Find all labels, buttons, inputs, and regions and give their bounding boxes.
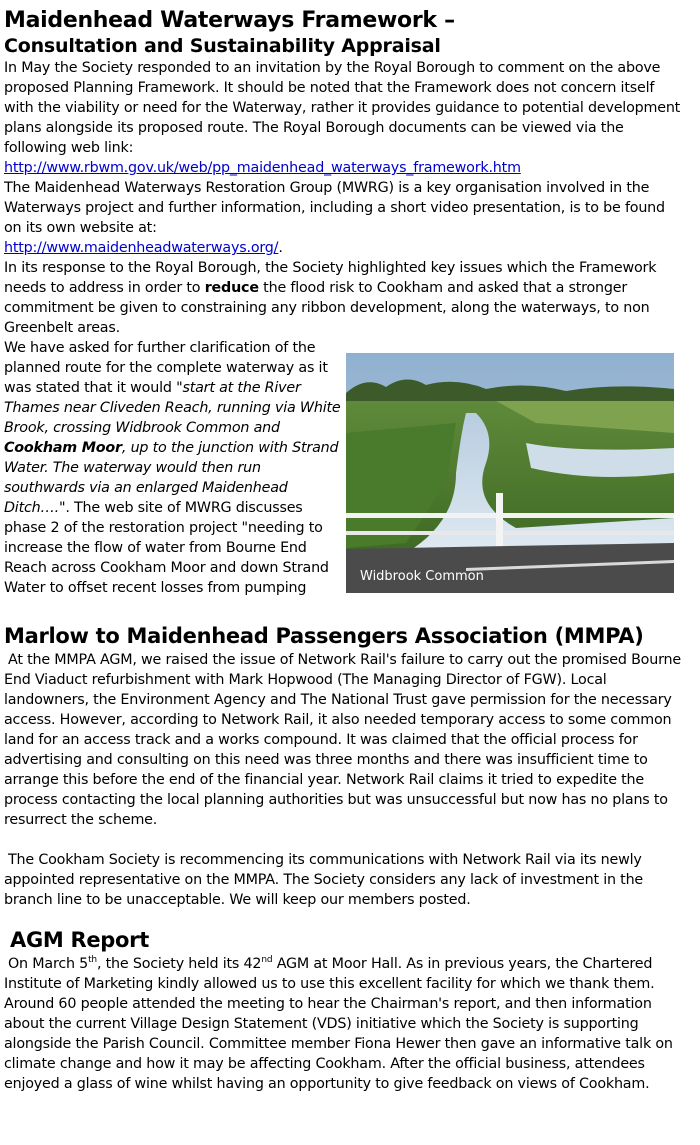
waterways-paragraph-2: The Maidenhead Waterways Restoration Group (MWRG) is a key organisation involved in the Waterways project and further information, including a short video presentation, is to be found on its own website at: xyxy=(4,180,665,236)
agm-text-a: On March 5 xyxy=(8,956,89,972)
photo-scene-illustration xyxy=(346,353,674,593)
waterways-subtitle: Consultation and Sustainability Appraisal xyxy=(4,35,441,57)
waterways-paragraph-4 xyxy=(4,338,344,598)
p4-text-before: We have asked for further clarification of the planned route for the complete waterway as it was stated that it would " xyxy=(4,340,328,396)
photo-caption: Widbrook Common xyxy=(360,569,484,584)
waterways-section xyxy=(4,0,682,608)
section-spacer xyxy=(4,608,682,622)
p4-text-after: ". The web site of MWRG discusses phase 2 of the restoration project "needing to increase the flow of water from Bourne End Reach across Cookham Moor and down Strand Water to offset recent losses from pumping xyxy=(4,500,329,596)
p4-italic-quote-2: , up to the junction with Strand Water. The waterway would then run southwards via an enlarged Maidenhead Ditch…. xyxy=(4,440,339,516)
rbwm-framework-link[interactable]: http://www.rbwm.gov.uk/web/pp_maidenhead_waterways_framework.htm xyxy=(4,160,521,176)
newsletter-page xyxy=(4,0,682,1094)
mmpa-section xyxy=(4,622,682,910)
waterways-paragraph-1: In May the Society responded to an invitation by the Royal Borough to comment on the above proposed Planning Framework. It should be noted that the Framework does not concern itself with the viability or need for the Waterway, rather it provides guidance to potential development plans alongside its proposed route. The Royal Borough documents can be viewed via the following web link: xyxy=(4,60,681,156)
p3-bold-reduce: reduce xyxy=(204,280,259,296)
mmpa-paragraph-2: The Cookham Society is recommencing its communications with Network Rail via its newly appointed representative on the MMPA. The Society considers any lack of investment in the branch line to be unacceptable. We will keep our members posted. xyxy=(4,852,644,908)
paragraph-spacer xyxy=(4,830,682,850)
agm-text-c: AGM at Moor Hall. As in previous years, the Chartered Institute of Marketing kindly allowed us to use this excellent facility for which we thank them. Around 60 people attended the meeting to hear the Chairman's report, and then information about the current Village Design Statement (VDS) initiative which the Society is supporting alongside the Parish Council. Committee member Fiona Hewer then gave an informative talk on climate change and how it may be affecting Cookham. After the official business, attendees enjoyed a glass of wine whilst having an opportunity to give feedback on views of Cookham. xyxy=(4,956,673,1092)
agm-paragraph xyxy=(4,954,682,1094)
widbrook-common-photo xyxy=(346,353,674,593)
link-period: . xyxy=(278,240,283,256)
p3-text-after: the flood risk to Cookham and asked that a stronger commitment be given to constraining any ribbon development, along the waterways, to non Greenbelt areas. xyxy=(4,280,650,336)
mmpa-title: Marlow to Maidenhead Passengers Association (MMPA) xyxy=(4,624,644,648)
route-and-photo xyxy=(4,338,682,608)
agm-title: AGM Report xyxy=(10,928,149,952)
p3-text-before: In its response to the Royal Borough, the Society highlighted key issues which the Framework needs to address in order to xyxy=(4,260,657,296)
waterways-paragraph-3 xyxy=(4,258,682,338)
mmpa-paragraph-1: At the MMPA AGM, we raised the issue of Network Rail's failure to carry out the promised Bourne End Viaduct refurbishment with Mark Hopwood (The Managing Director of FGW). Local landowners, the Environment Agency and The National Trust gave permission for the necessary access. However, according to Network Rail, it also needed temporary access to some common land for an access track and a works compound. It was claimed that the official process for advertising and consulting on this need was three months and there was insufficient time to arrange this before the end of the financial year. Network Rail claims it tried to expedite the process contacting the local planning authorities but was unsuccessful but now has no plans to resurrect the scheme. xyxy=(4,652,681,828)
agm-sup-th: th xyxy=(88,955,97,966)
section-spacer-2 xyxy=(4,910,682,926)
mwrg-website-link[interactable]: http://www.maidenheadwaterways.org/ xyxy=(4,240,279,256)
waterways-title: Maidenhead Waterways Framework – xyxy=(4,8,455,33)
p4-italic-quote-1: start at the River Thames near Cliveden Reach, running via White Brook, crossing Widbrook Common and xyxy=(4,380,341,436)
mwrg-link-line xyxy=(4,238,682,258)
rbwm-link-line xyxy=(4,158,682,178)
p4-bold-cookham-moor: Cookham Moor xyxy=(4,440,122,456)
agm-section xyxy=(4,926,682,1094)
agm-text-b: , the Society held its 42 xyxy=(96,956,262,972)
agm-sup-nd: nd xyxy=(261,955,273,966)
